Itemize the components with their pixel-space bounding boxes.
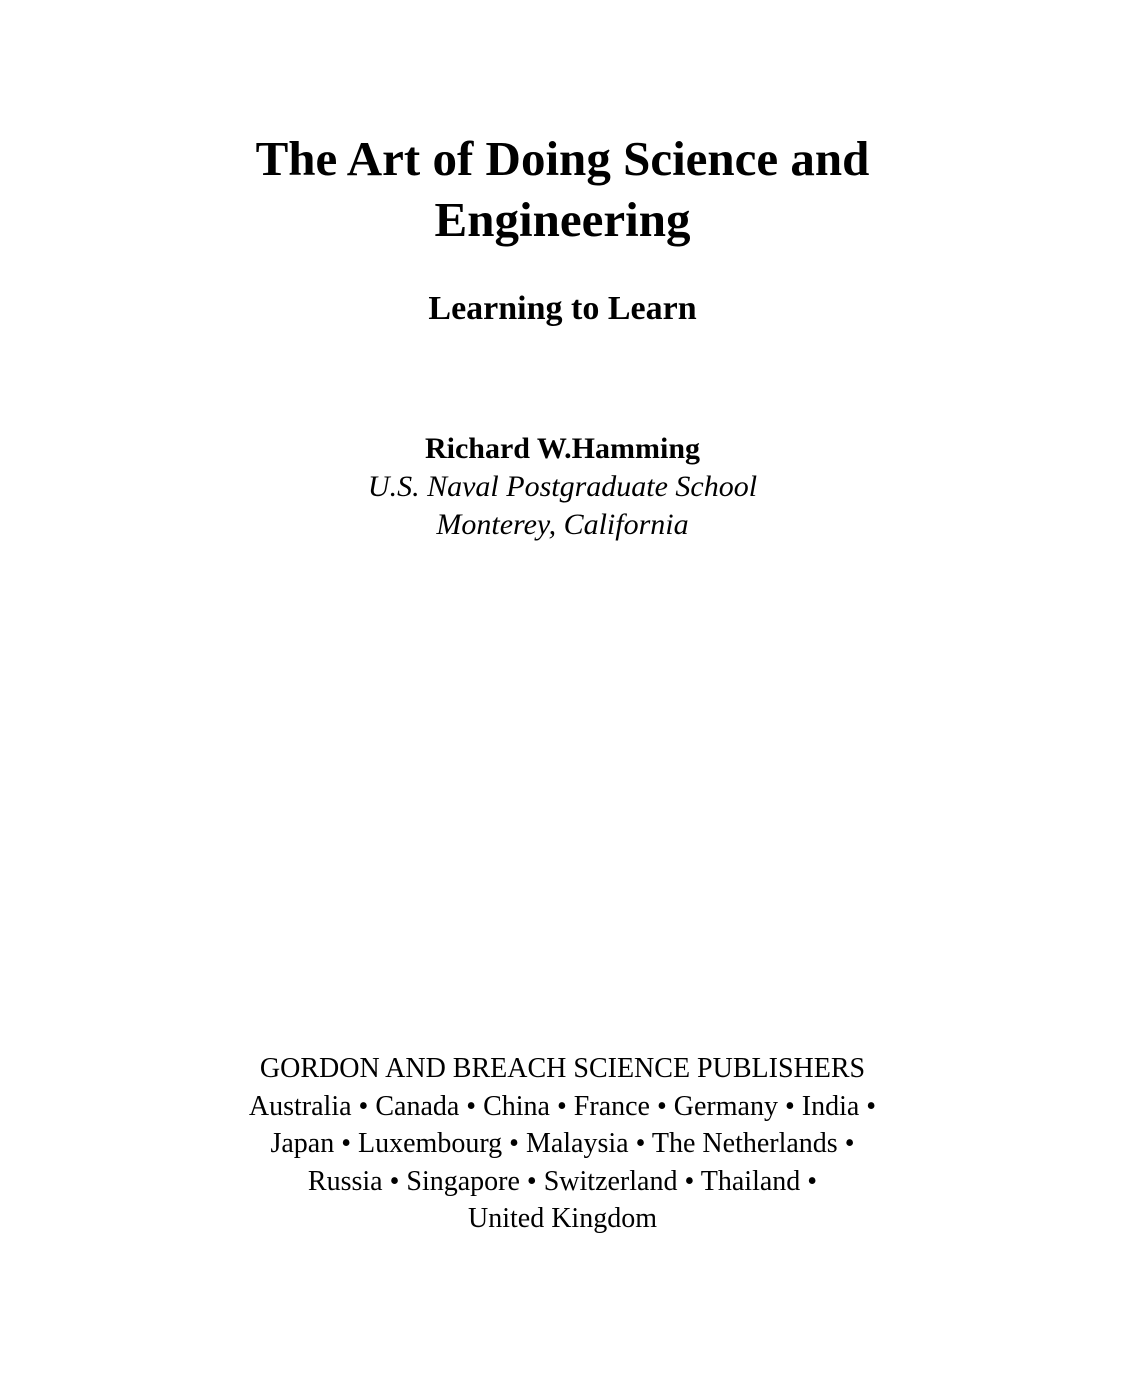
publisher-block [0,1050,1125,1238]
publisher-locations-line-1: Australia • Canada • China • France • Germany • India • [248,1090,877,1122]
author-name: Richard W.Hamming [424,432,701,465]
publisher-locations-line-4: United Kingdom [468,1203,657,1234]
author-block [0,430,1125,544]
author-location: Monterey, California [436,508,689,541]
book-subtitle: Learning to Learn [428,290,697,327]
book-title-line-2: Engineering [434,192,691,247]
author-affiliation: U.S. Naval Postgraduate School [367,470,758,503]
book-title [0,128,1125,250]
publisher-locations-line-3: Russia • Singapore • Switzerland • Thailand • [307,1165,818,1197]
book-title-line-1: The Art of Doing Science and [255,131,870,186]
publisher-locations-line-2: Japan • Luxembourg • Malaysia • The Netherlands • [270,1128,855,1159]
publisher-name: GORDON AND BREACH SCIENCE PUBLISHERS [259,1053,866,1084]
